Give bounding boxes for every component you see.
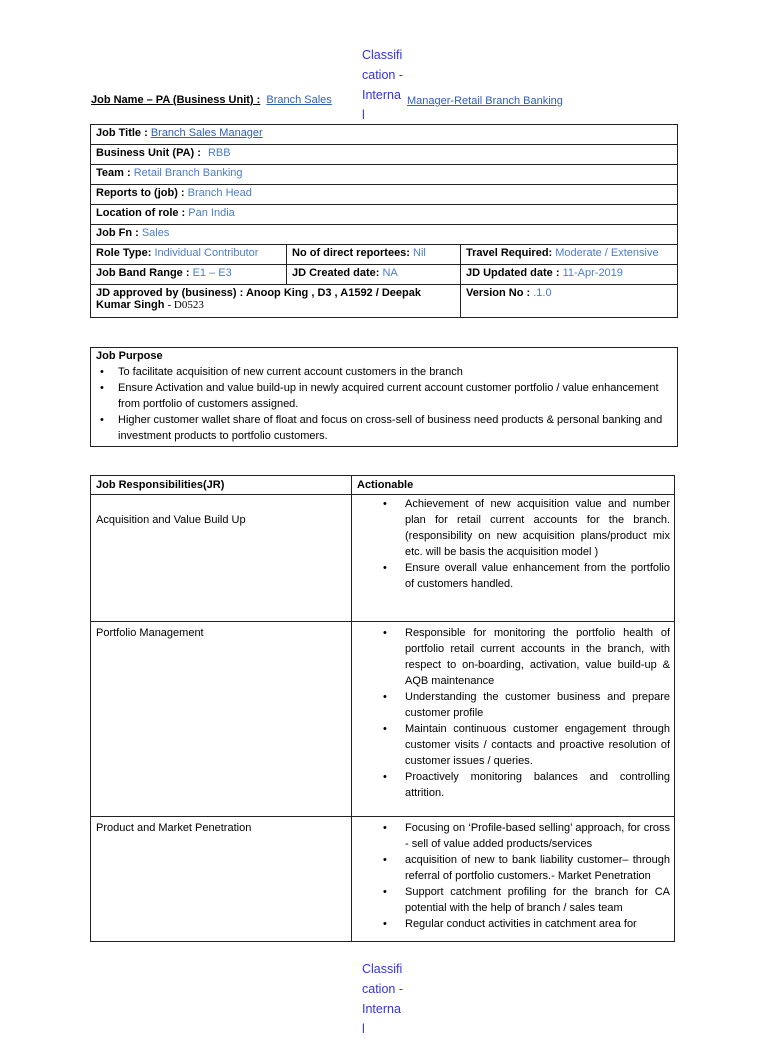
team-label: Team :: [96, 167, 131, 179]
travel-value: Moderate / Extensive: [555, 247, 659, 259]
list-item: • Maintain continuous customer engagement through customer visits / contacts and proactive resolution of customer issues / queries.: [357, 721, 670, 769]
job-name-value-part2[interactable]: Manager-Retail Branch Banking: [407, 95, 563, 107]
list-item: • Ensure overall value enhancement from the portfolio of customers handled.: [357, 560, 670, 592]
list-item: • Higher customer wallet share of float and focus on cross-sell of business need products & personal banking and investment products to portfolio customers.: [96, 412, 672, 444]
direct-reportees-value: Nil: [413, 247, 426, 259]
list-item: • Proactively monitoring balances and controlling attrition.: [357, 769, 670, 801]
job-purpose-title: Job Purpose: [96, 350, 163, 362]
business-unit-label: Business Unit (PA) :: [96, 147, 201, 159]
job-name-value-part1[interactable]: Branch Sales: [266, 94, 332, 106]
jr-row-actions: [352, 622, 675, 817]
band-range-cell: [91, 265, 287, 285]
reports-to-cell: [91, 185, 678, 205]
classification-line: Classifi: [362, 48, 403, 62]
job-fn-label: Job Fn :: [96, 227, 139, 239]
role-type-label: Role Type:: [96, 247, 152, 259]
classification-line: Interna: [362, 1002, 401, 1016]
classification-line: Classifi: [362, 962, 403, 976]
job-header-table: [90, 124, 678, 318]
job-title-label: Job Title :: [96, 127, 148, 139]
classification-line: l: [362, 108, 365, 122]
location-label: Location of role :: [96, 207, 186, 219]
location-cell: [91, 205, 678, 225]
direct-reportees-cell: [287, 245, 461, 265]
jr-row-name: Acquisition and Value Build Up: [91, 495, 352, 622]
travel-label: Travel Required:: [466, 247, 553, 259]
job-fn-value: Sales: [141, 227, 170, 239]
list-item: • acquisition of new to bank liability customer– through referral of portfolio customers.- Market Penetration: [357, 852, 670, 884]
jd-updated-value: 11-Apr-2019: [562, 267, 623, 279]
reports-to-value: Branch Head: [187, 187, 252, 199]
jd-updated-label: JD Updated date :: [466, 267, 560, 279]
list-item: • Support catchment profiling for the branch for CA potential with the help of branch / sales team: [357, 884, 670, 916]
col-header-actionable: Actionable: [352, 476, 675, 495]
list-item: • To facilitate acquisition of new current account customers in the branch: [96, 364, 672, 380]
list-item: • Responsible for monitoring the portfolio health of portfolio retail current accounts in the branch, with respect to on-boarding, activation, value build-up & AQB maintenance: [357, 625, 670, 689]
band-range-label: Job Band Range :: [96, 267, 190, 279]
job-title-value[interactable]: Branch Sales Manager: [150, 127, 263, 139]
job-name-line: [91, 94, 332, 106]
role-type-cell: [91, 245, 287, 265]
job-name-label: Job Name – PA (Business Unit) :: [91, 94, 261, 106]
classification-note-top: [362, 45, 406, 125]
list-item: • Ensure Activation and value build-up in newly acquired current account customer portfolio / value enhancement from portfolio of customers assigned.: [96, 380, 672, 412]
col-header-responsibilities: Job Responsibilities(JR): [91, 476, 352, 495]
jd-approved-label: JD approved by (business) : Anoop King , D3 , A1592 / Deepak Kumar Singh: [96, 287, 421, 311]
travel-cell: [461, 245, 678, 265]
classification-line: Interna: [362, 88, 401, 102]
list-item: • Achievement of new acquisition value and number plan for retail current accounts for the branch. (responsibility on new acquisition plans/product mix etc. will be basis the acquisition model ): [357, 496, 670, 560]
jd-created-label: JD Created date:: [292, 267, 380, 279]
direct-reportees-label: No of direct reportees:: [292, 247, 410, 259]
job-title-cell: [91, 125, 678, 145]
version-label: Version No :: [466, 287, 531, 299]
jd-updated-cell: [461, 265, 678, 285]
jd-approved-value: - D0523: [167, 299, 204, 311]
jr-row-actions: [352, 495, 675, 622]
job-responsibilities-table: [90, 475, 675, 942]
role-type-value: Individual Contributor: [154, 247, 259, 259]
business-unit-cell: [91, 145, 678, 165]
team-cell: [91, 165, 678, 185]
jr-row-actions: [352, 817, 675, 942]
job-fn-cell: [91, 225, 678, 245]
business-unit-value: RBB: [207, 147, 231, 159]
classification-line: cation -: [362, 68, 403, 82]
classification-note-bottom: [362, 959, 406, 1039]
jd-created-value: NA: [382, 267, 398, 279]
classification-line: l: [362, 1022, 365, 1036]
jr-row-name: Product and Market Penetration: [91, 817, 352, 942]
list-item: • Understanding the customer business and prepare customer profile: [357, 689, 670, 721]
job-purpose-box: [90, 347, 678, 447]
jd-approved-cell: [91, 285, 461, 318]
version-value: .1.0: [533, 287, 552, 299]
band-range-value: E1 – E3: [192, 267, 232, 279]
location-value: Pan India: [188, 207, 235, 219]
list-item: • Regular conduct activities in catchment area for: [357, 916, 670, 932]
team-value: Retail Branch Banking: [133, 167, 243, 179]
reports-to-label: Reports to (job) :: [96, 187, 185, 199]
job-purpose-list: [96, 364, 672, 444]
jr-row-name: Portfolio Management: [91, 622, 352, 817]
version-cell: [461, 285, 678, 318]
jd-created-cell: [287, 265, 461, 285]
classification-line: cation -: [362, 982, 403, 996]
list-item: • Focusing on ‘Profile-based selling’ approach, for cross - sell of value added products/services: [357, 820, 670, 852]
